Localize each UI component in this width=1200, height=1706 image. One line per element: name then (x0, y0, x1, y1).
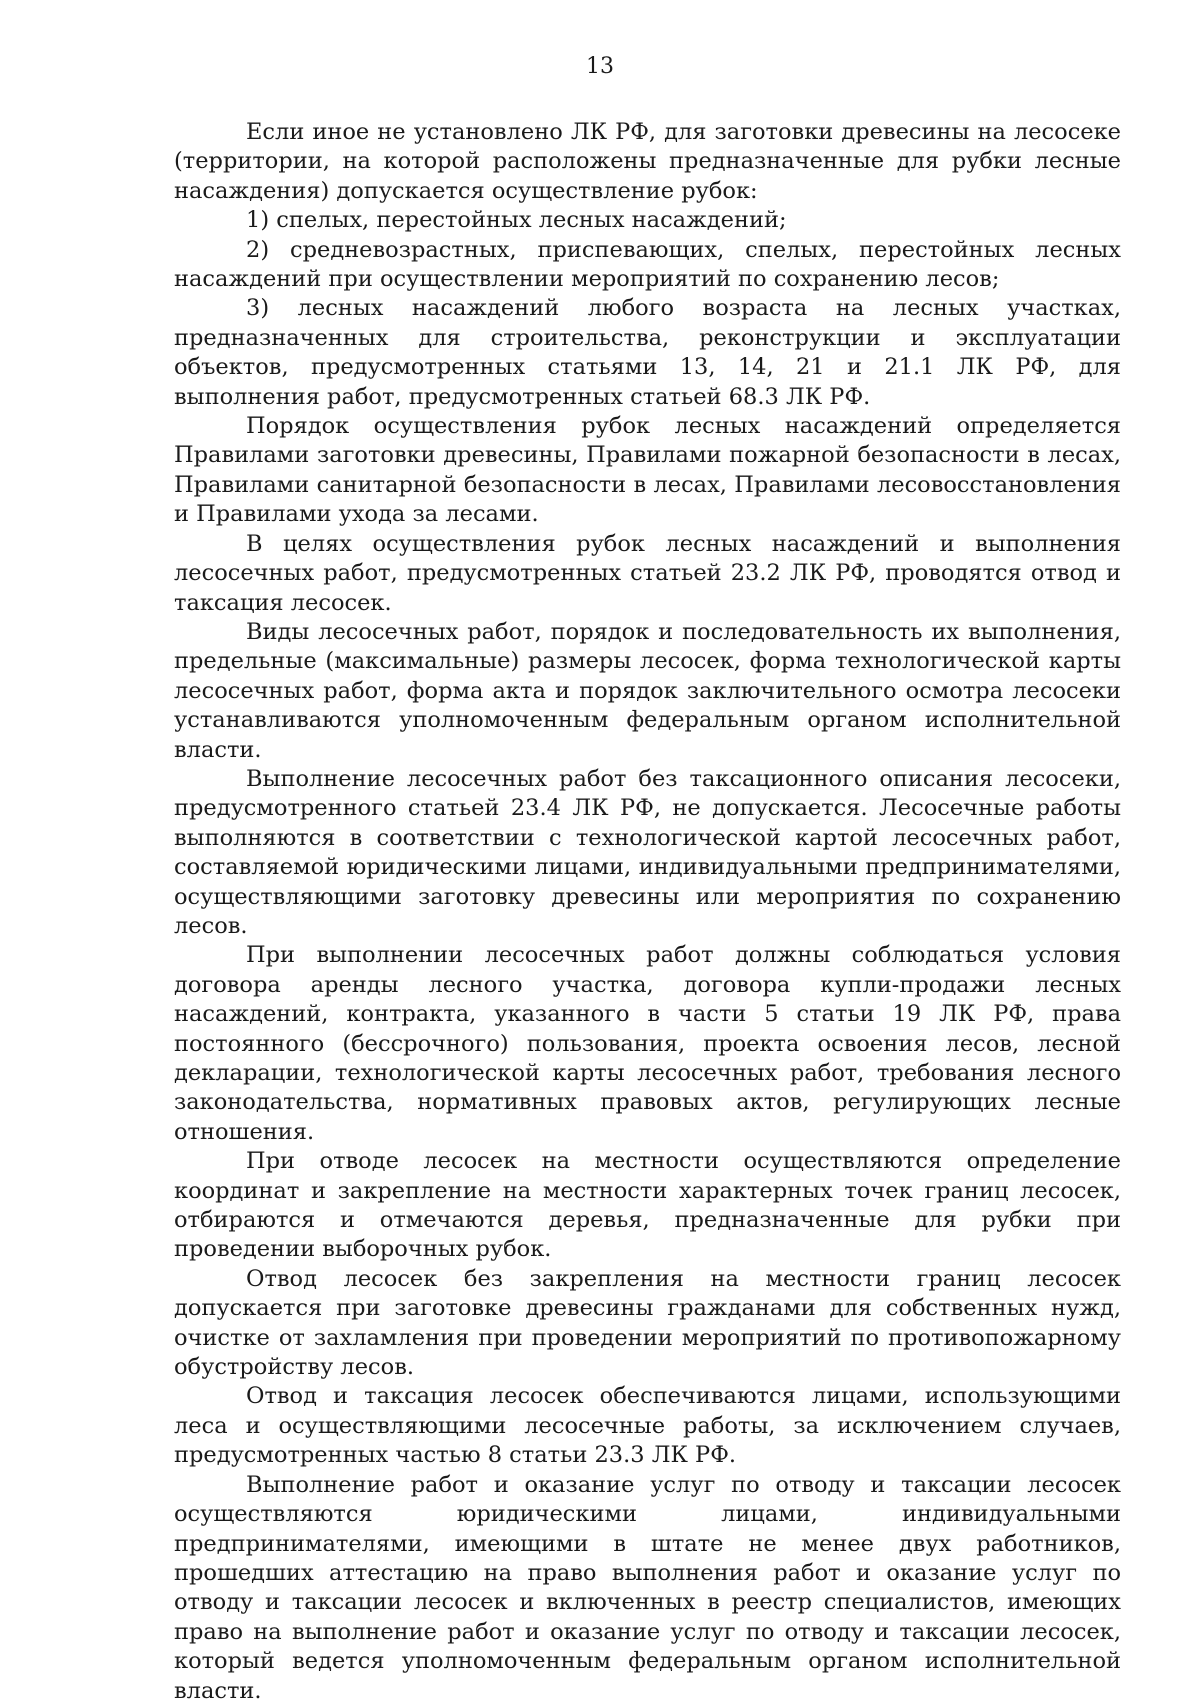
paragraph: Отвод и таксация лесосек обеспечиваются лицами, использующими леса и осуществляющими лесосечные работы, за исключением случаев, предусмотренных частью 8 статьи 23.3 ЛК РФ. (174, 1383, 1121, 1469)
page-number: 13 (586, 54, 614, 79)
paragraph: Если иное не установлено ЛК РФ, для заготовки древесины на лесосеке (территории, на которой расположены предназначенные для рубки лесные насаждения) допускается осуществление рубок: (174, 119, 1121, 204)
paragraph: Выполнение лесосечных работ без таксационного описания лесосеки, предусмотренного статьей 23.4 ЛК РФ, не допускается. Лесосечные работы выполняются в соответствии с технологической картой лесосечных работ, составляемой юридическими лицами, индивидуальными предпринимателями, осуществляющими заготовку древесины или мероприятия по сохранению лесов. (174, 765, 1121, 939)
paragraph: Отвод лесосек без закрепления на местности границ лесосек допускается при заготовке древесины гражданами для собственных нужд, очистке от захламления при проведении мероприятий по противопожарному обустройству лесов. (174, 1265, 1121, 1381)
list-item: 1) спелых, перестойных лесных насаждений; (246, 207, 787, 234)
document-body (174, 118, 1121, 1706)
paragraph: В целях осуществления рубок лесных насаждений и выполнения лесосечных работ, предусмотренных статьей 23.2 ЛК РФ, проводятся отвод и таксация лесосек. (174, 530, 1121, 616)
list-item: 2) средневозрастных, приспевающих, спелых, перестойных лесных насаждений при осуществлении мероприятий по сохранению лесов; (174, 236, 1121, 293)
paragraph: Порядок осуществления рубок лесных насаждений определяется Правилами заготовки древесины, Правилами пожарной безопасности в лесах, Правилами санитарной безопасности в лесах, Правилами лесовосстановления и Правилами ухода за лесами. (174, 413, 1121, 528)
paragraph: При отводе лесосек на местности осуществляются определение координат и закрепление на местности характерных точек границ лесосек, отбираются и отмечаются деревья, предназначенные для рубки при проведении выборочных рубок. (174, 1148, 1121, 1263)
paragraph: Виды лесосечных работ, порядок и последовательность их выполнения, предельные (максимальные) размеры лесосек, форма технологической карты лесосечных работ, форма акта и порядок заключительного осмотра лесосеки устанавливаются уполномоченным федеральным органом исполнительной власти. (174, 618, 1121, 763)
paragraph: Выполнение работ и оказание услуг по отводу и таксации лесосек осуществляются юридическими лицами, индивидуальными предпринимателями, имеющими в штате не менее двух работников, прошедших аттестацию на право выполнения работ и оказание услуг по отводу и таксации лесосек и включенных в реестр специалистов, имеющих право на выполнение работ и оказание услуг по отводу и таксации лесосек, который ведется уполномоченным федеральным органом исполнительной власти. (174, 1471, 1121, 1704)
list-item: 3) лесных насаждений любого возраста на лесных участках, предназначенных для строительства, реконструкции и эксплуатации объектов, предусмотренных статьями 13, 14, 21 и 21.1 ЛК РФ, для выполнения работ, предусмотренных статьей 68.3 ЛК РФ. (174, 295, 1121, 410)
paragraph: При выполнении лесосечных работ должны соблюдаться условия договора аренды лесного участка, договора купли-продажи лесных насаждений, контракта, указанного в части 5 статьи 19 ЛК РФ, права постоянного (бессрочного) пользования, проекта освоения лесов, лесной декларации, технологической карты лесосечных работ, требования лесного законодательства, нормативных правовых актов, регулирующих лесные отношения. (174, 942, 1121, 1145)
